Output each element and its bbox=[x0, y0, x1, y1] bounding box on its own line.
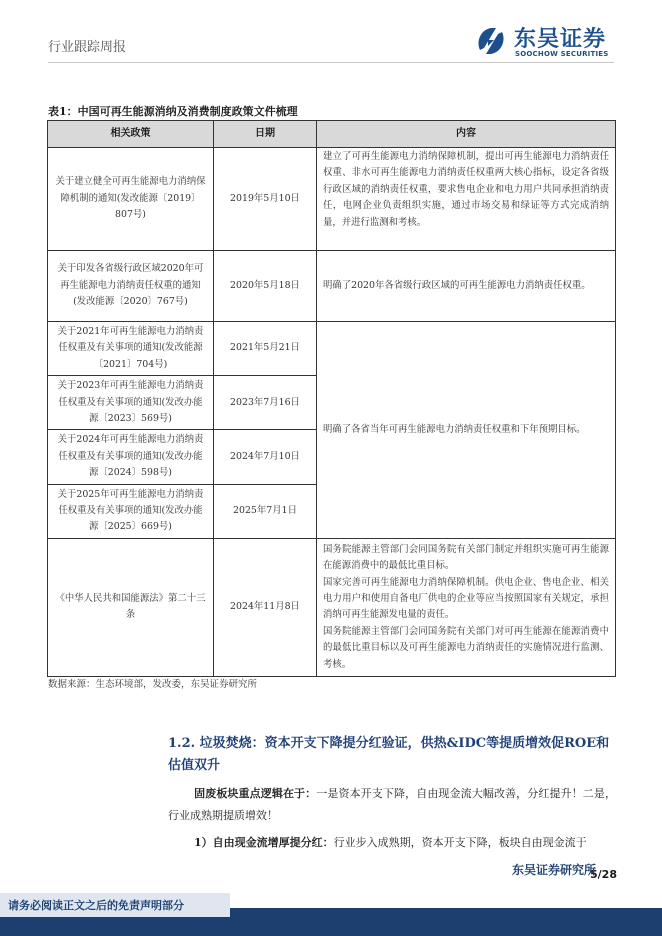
footer-disclaimer-box bbox=[0, 893, 230, 917]
table-row bbox=[48, 148, 616, 251]
policy-cell: 关于印发各省级行政区域2020年可再生能源电力消纳责任权重的通知(发改能源〔2020〕767号) bbox=[48, 251, 214, 322]
policy-cell: 关于建立健全可再生能源电力消纳保障机制的通知(发改能源〔2019〕807号) bbox=[48, 148, 214, 251]
date-cell: 2021年5月21日 bbox=[214, 322, 317, 376]
policy-table bbox=[47, 120, 616, 677]
footer-disclaimer: 请务必阅读正文之后的免责声明部分 bbox=[8, 899, 184, 912]
date-cell: 2020年5月18日 bbox=[214, 251, 317, 322]
table-row bbox=[48, 251, 616, 322]
table-caption: 表1：中国可再生能源消纳及消费制度政策文件梳理 bbox=[48, 105, 298, 118]
policy-cell: 关于2024年可再生能源电力消纳责任权重及有关事项的通知(发改办能源〔2024〕598号) bbox=[48, 430, 214, 484]
content-paragraph: 国务院能源主管部门会同国务院有关部门制定并组织实施可再生能源在能源消费中的最低比重目标。 bbox=[323, 543, 609, 572]
header-divider bbox=[48, 62, 614, 63]
logo-english-name: SOOCHOW SECURITIES bbox=[515, 50, 609, 58]
date-cell: 2019年5月10日 bbox=[214, 148, 317, 251]
content-paragraph: 国家完善可再生能源电力消纳保障机制。供电企业、售电企业、相关电力用户和使用自备电厂供电的企业等应当按照国家有关规定，承担消纳可再生能源发电量的责任。 bbox=[323, 576, 609, 621]
merged-content-cell: 明确了各省当年可再生能源电力消纳责任权重和下年预期目标。 bbox=[317, 322, 616, 539]
content-cell: 建立了可再生能源电力消纳保障机制，提出可再生能源电力消纳责任权重、非水可再生能源电力消纳责任权重两大核心指标，设定各省级行政区域的消纳责任权重，要求售电企业和电力用户共同承担消纳责任，电网企业负责组织实施，通过市场交易和绿证等方式完成消纳量，并进行监测和考核。 bbox=[317, 148, 616, 251]
paragraph-lead: 固废板块重点逻辑在于： bbox=[194, 787, 317, 800]
table-row bbox=[48, 322, 616, 376]
policy-cell: 关于2025年可再生能源电力消纳责任权重及有关事项的通知(发改办能源〔2025〕669号) bbox=[48, 484, 214, 538]
date-cell: 2024年11月8日 bbox=[214, 538, 317, 676]
column-header-policy: 相关政策 bbox=[48, 121, 214, 148]
content-cell bbox=[317, 538, 616, 676]
content-paragraph: 国务院能源主管部门会同国务院有关部门对可再生能源在能源消费中的最低比重目标以及可再生能源电力消纳责任的实施情况进行监测、考核。 bbox=[323, 625, 609, 670]
soochow-logo-icon bbox=[474, 24, 508, 58]
column-header-date: 日期 bbox=[214, 121, 317, 148]
date-cell: 2025年7月1日 bbox=[214, 484, 317, 538]
paragraph-text: 一是资本开支下降，自由现金流大幅改善，分红提升！二是，行业成熟期提质增效！ bbox=[168, 787, 617, 822]
date-cell: 2023年7月16日 bbox=[214, 376, 317, 430]
body-paragraph bbox=[168, 783, 616, 827]
date-cell: 2024年7月10日 bbox=[214, 430, 317, 484]
paragraph-lead: 1）自由现金流增厚提分红： bbox=[194, 836, 334, 849]
table-header-row bbox=[48, 121, 616, 148]
table-row bbox=[48, 538, 616, 676]
soochow-logo bbox=[474, 22, 616, 62]
logo-chinese-name: 东吴证券 bbox=[514, 27, 607, 52]
footer-band bbox=[0, 893, 662, 936]
footer-institute-name: 东吴证券研究所 bbox=[512, 863, 597, 877]
report-type-label: 行业跟踪周报 bbox=[48, 40, 127, 55]
section-heading: 1.2. 垃圾焚烧：资本开支下降提分红验证，供热&IDC等提质增效促ROE和估值双升 bbox=[168, 736, 610, 773]
policy-cell: 关于2023年可再生能源电力消纳责任权重及有关事项的通知(发改办能源〔2023〕569号) bbox=[48, 376, 214, 430]
column-header-content: 内容 bbox=[317, 121, 616, 148]
policy-cell: 关于2021年可再生能源电力消纳责任权重及有关事项的通知(发改能源〔2021〕704号) bbox=[48, 322, 214, 376]
content-cell: 明确了2020年各省级行政区域的可再生能源电力消纳责任权重。 bbox=[317, 251, 616, 322]
policy-cell: 《中华人民共和国能源法》第二十三条 bbox=[48, 538, 214, 676]
paragraph-text: 行业步入成熟期，资本开支下降，板块自由现金流于 bbox=[333, 836, 587, 849]
body-paragraph bbox=[168, 832, 616, 854]
data-source-note: 数据来源：生态环境部，发改委，东吴证券研究所 bbox=[48, 679, 258, 690]
page-number: 5/28 bbox=[590, 868, 617, 881]
